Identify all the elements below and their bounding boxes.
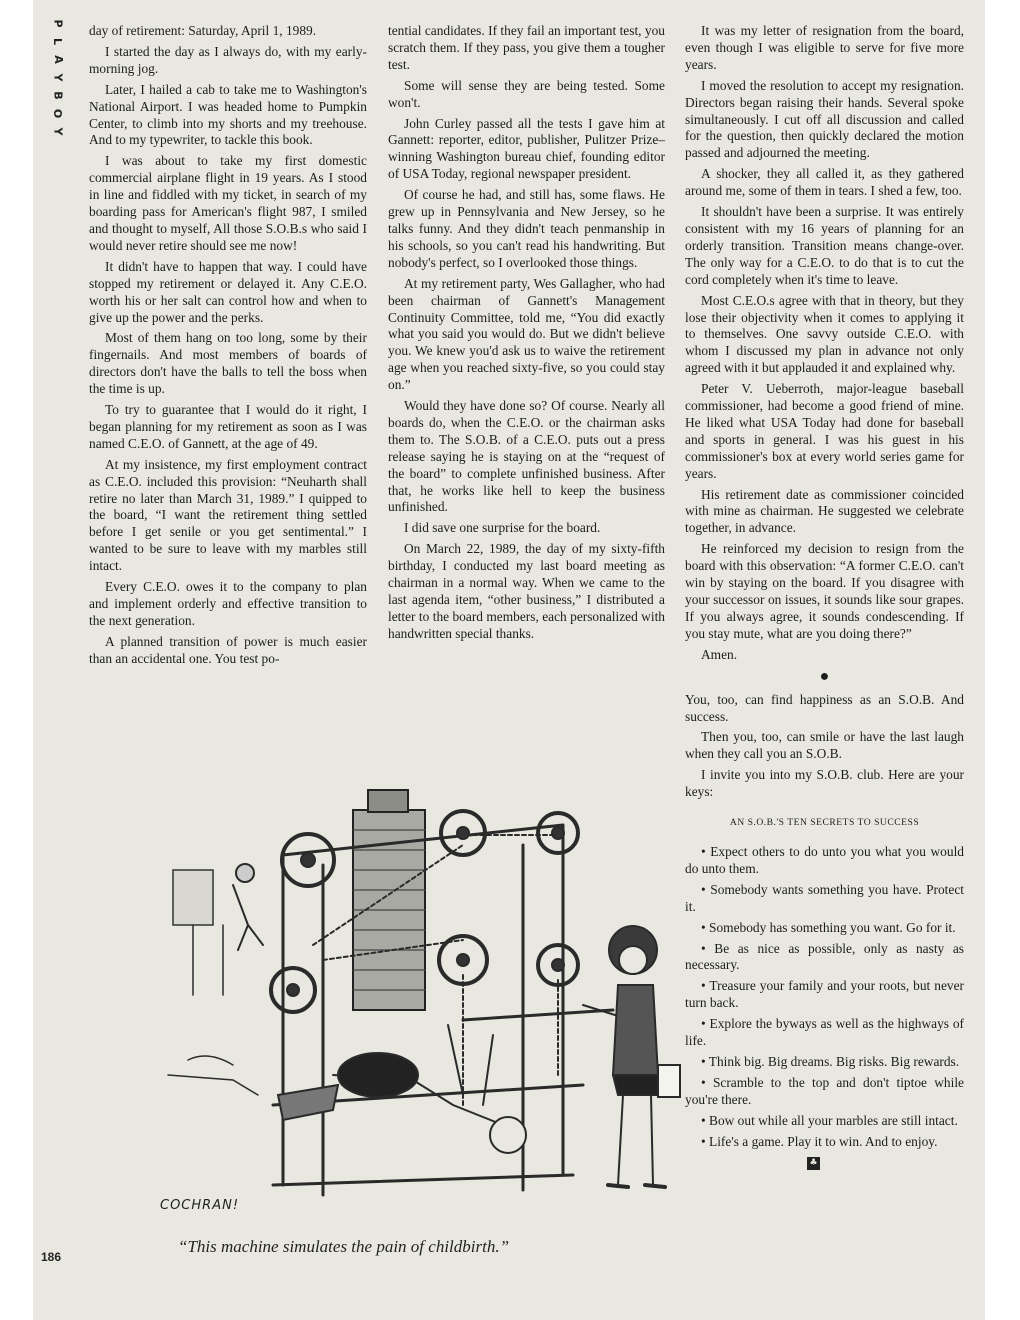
woman-legs xyxy=(618,1095,653,1185)
woman-top xyxy=(613,985,658,1075)
masthead-letter: Y xyxy=(51,127,65,136)
masthead-letter: B xyxy=(51,91,65,100)
page-number: 186 xyxy=(41,1250,62,1264)
section-break-dot: ● xyxy=(819,667,830,685)
text-column-1 xyxy=(89,23,367,672)
cartoon-caption: “This machine simulates the pain of childbirth.” xyxy=(178,1237,510,1256)
secrets-heading: AN S.O.B.'S TEN SECRETS TO SUCCESS xyxy=(729,817,920,829)
paragraph: He reinforced my decision to resign from the board with this observation: “A former C.E.O. can't win by staying on the board. If you disagree with your successor on issues, it sounds like sour grapes. If you always agree, it sounds condescending. If you stay mute, what are you doing there?” xyxy=(685,541,964,641)
secret-item: • Expect others to do unto you what you would do unto them. xyxy=(685,843,964,876)
paragraph: Peter V. Ueberroth, major-league baseball commissioner, had become a good friend of mine. He liked what USA Today had done for baseball and sports in general. I was his guest in his commissioner's box at every world series game for years. xyxy=(685,381,964,481)
paragraph: I invite you into my S.O.B. club. Here are your keys: xyxy=(685,767,964,800)
paragraph: Every C.E.O. owes it to the company to plan and implement orderly and effective transition to the next generation. xyxy=(89,579,367,628)
paragraph: Would they have done so? Of course. Nearly all boards do, when the C.E.O. or the chairman asks them to. The S.O.B. of a C.E.O. puts out a press release saying he is staying on at the “request of the board” to complete unfinished business. After that, he works like hell to keep the business unfinished. xyxy=(388,398,665,515)
masthead-letter: Y xyxy=(51,73,65,82)
secret-item: • Scramble to the top and don't tiptoe while you're there. xyxy=(685,1074,964,1107)
patient-shorts xyxy=(338,1053,418,1097)
paragraph: It was my letter of resignation from the board, even though I was eligible to serve for five more years. xyxy=(685,23,964,72)
patient-head xyxy=(490,1117,526,1153)
secret-item: • Think big. Big dreams. Big risks. Big rewards. xyxy=(701,1053,960,1069)
paragraph: Of course he had, and still has, some flaws. He grew up in Pennsylvania and New Jersey, so he talks funny. And they didn't teach penmanship in his schools, so you can't read his handwriting. But nobody's perfect, so I overlooked those things. xyxy=(388,187,665,270)
hanging-bar xyxy=(463,1010,613,1020)
operator-head xyxy=(236,864,254,882)
paragraph: Amen. xyxy=(701,646,738,662)
paragraph: Some will sense they are being tested. Some won't. xyxy=(388,77,665,110)
paragraph: tential candidates. If they fail an important test, you scratch them. If they pass, you give them a tougher test. xyxy=(388,23,665,72)
paragraph: To try to guarantee that I would do it right, I began planning for my retirement as soon as I was named C.E.O. of Gannett, at the age of 49. xyxy=(89,402,367,451)
secret-item xyxy=(685,1134,964,1151)
paragraph: day of retirement: Saturday, April 1, 1989. xyxy=(89,23,317,38)
masthead-letter: O xyxy=(51,108,65,119)
paragraph: I did save one surprise for the board. xyxy=(404,520,601,536)
paragraph: It shouldn't have been a surprise. It was entirely consistent with my 16 years of planning for an orderly transition. Transition means change-over. The only way for a C.E.O. to do that is to cut the cord completely when it's time to leave. xyxy=(685,204,964,287)
artist-signature: COCHRAN! xyxy=(160,1198,240,1213)
masthead-letter: A xyxy=(51,55,65,64)
paragraph: It didn't have to happen that way. I could have stopped my retirement or delayed it. Any C.E.O. worth his or her salt can control how and when to give up the power and the perks. xyxy=(89,258,367,325)
masthead-vertical xyxy=(49,18,67,137)
secret-item: • Be as nice as possible, only as nasty as necessary. xyxy=(685,940,964,973)
paragraph: I was about to take my first domestic commercial airplane flight in 19 years. As I stood in line and fiddled with my ticket, in search of my boarding pass for American's flight 987, I smiled and thought to myself, All those S.O.B.s who said I would never retire should see me now! xyxy=(89,153,367,253)
secret-item: • Somebody has something you want. Go for it. xyxy=(701,919,956,935)
bench-foot xyxy=(278,1085,338,1120)
reclining-figure xyxy=(168,1075,258,1095)
paragraph: I moved the resolution to accept my resignation. Directors began raising their hands. Several spoke simultaneously. I cut off all discussion and called for the question, then quickly declared the motion passed and adjourned the meeting. xyxy=(685,77,964,161)
paragraph: I started the day as I always do, with my early-morning jog. xyxy=(89,43,367,76)
paragraph: Later, I hailed a cab to take me to Washington's National Airport. I was headed home to Pumpkin Center, to climb into my shorts and my treehouse. And to my typewriter, to tackle this book. xyxy=(89,81,367,148)
clipboard xyxy=(658,1065,680,1097)
paragraph: Then you, too, can smile or have the last laugh when they call you an S.O.B. xyxy=(685,729,964,762)
paragraph: At my retirement party, Wes Gallagher, who had been chairman of Gannett's Management Continuity Committee, told me, “You did exactly what you said you would do. But we didn't believe you. We knew you'd ask us to waive the retirement age when you reached sixty-five, so you could stay on.” xyxy=(388,275,665,393)
paragraph: On March 22, 1989, the day of my sixty-fifth birthday, I conducted my last board meeting as chairman in a normal way. When we came to the last agenda item, “other business,” I distributed a letter to the board members, each personalized with handwritten special thanks. xyxy=(388,541,665,641)
operator-body xyxy=(233,885,263,950)
masthead-letter: L xyxy=(51,37,65,46)
magazine-page xyxy=(33,0,985,1320)
paragraph: A planned transition of power is much easier than an accidental one. You test po- xyxy=(89,633,367,666)
paragraph: At my insistence, my first employment contract as C.E.O. included this provision: “Neuharth shall retire no later than March 31, 1989.” I quipped to the board, “I want the retirement thing settled before I get senile or you get sentimental.” I wanted to be sure to leave with my marbles still intact. xyxy=(89,456,367,574)
playboy-bunny-end-icon: ♣ xyxy=(807,1157,820,1170)
secret-item: • Bow out while all your marbles are still intact. xyxy=(701,1112,958,1128)
cartoon-illustration xyxy=(163,775,683,1220)
masthead-letter: P xyxy=(51,19,65,28)
text-column-2 xyxy=(388,23,665,647)
paragraph: John Curley passed all the tests I gave him at Gannett: reporter, editor, publisher, Pulitzer Prize–winning Washington bureau chief, founding editor of USA Today, regional newspaper president. xyxy=(388,115,665,182)
secret-item-text: • Life's a game. Play it to win. And to enjoy. xyxy=(701,1133,938,1149)
paragraph: His retirement date as commissioner coincided with mine as chairman. He suggested we celebrate together, in advance. xyxy=(685,486,964,536)
background-machine xyxy=(173,870,213,925)
paragraph: A shocker, they all called it, as they gathered around me, some of them in tears. I shed a few, too. xyxy=(685,166,964,199)
paragraph: Most of them hang on too long, some by their fingernails. And most members of boards of directors don't have the balls to tell the boss when the time is up. xyxy=(89,330,367,397)
end-mark-row xyxy=(685,1154,964,1171)
secret-item: • Somebody wants something you have. Protect it. xyxy=(685,881,964,914)
text-column-3 xyxy=(685,23,964,1171)
paragraph: You, too, can find happiness as an S.O.B. And success. xyxy=(685,691,964,724)
paragraph: Most C.E.O.s agree with that in theory, but they lose their objectivity when it comes to applying it to themselves. One savvy outside C.E.O. with whom I discussed my plan in advance not only agreed with it but applauded it and explained why. xyxy=(685,292,964,376)
secret-item: • Explore the byways as well as the highways of life. xyxy=(685,1016,964,1049)
secret-item: • Treasure your family and your roots, but never turn back. xyxy=(685,978,964,1011)
